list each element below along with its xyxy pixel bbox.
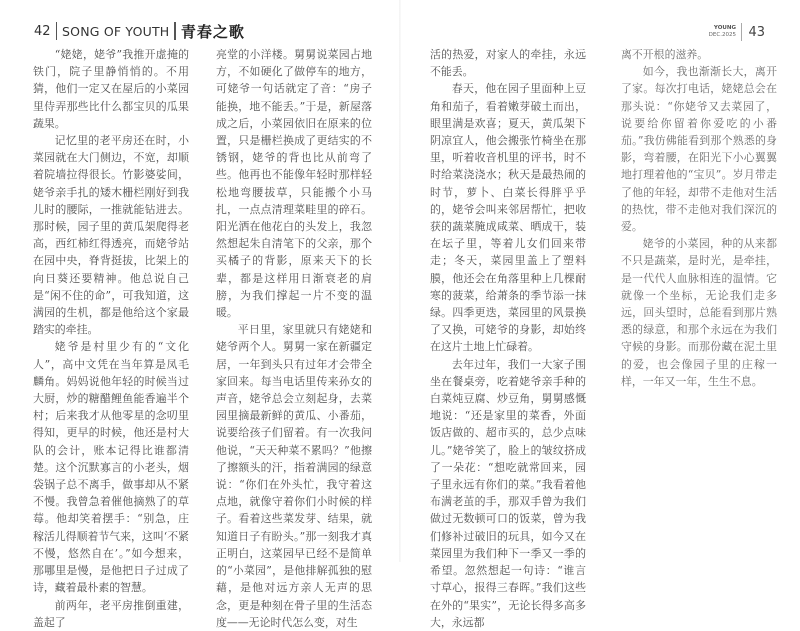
section-title-en: SONG OF YOUTH (62, 23, 170, 39)
paragraph-continued: 亮堂的小洋楼。舅舅说菜园占地方，不如硬化了做停车的地方，可姥爷一句话就定了音：“房子能换，地不能丢。”于是，新屋落成之后，小菜园依旧在原来的位置，只是栅栏换成了更结实的不锈钢，姥爷的背也比从前弯了些。他再也不能像年轻时那样轻松地弯腰拔草，只能搬个小马扎，一点点清理菜畦里的碎石。阳光洒在他花白的头发上，我忽然想起朱自清笔下的父亲，那个买橘子的背影，原来天下的长辈，都是这样用日渐衰老的肩膀，为我们撑起一片不变的温暖。 (216, 48, 372, 320)
page-gutter (399, 0, 401, 562)
text-column-1 (33, 46, 189, 631)
magazine-meta (709, 25, 736, 39)
paragraph: 春天，他在园子里面种上豆角和茄子，看着嫩芽破土而出，眼里满是欢喜；夏天，黄瓜架下阴凉宜人，他会搬张竹椅坐在那里，听着收音机里的评书，时不时给菜浇浇水；秋天是最热闹的时节，萝卜、白菜长得胖乎乎的，姥爷会叫来邻居帮忙，把收获的蔬菜腌成咸菜、晒成干，装在坛子里，等着儿女们回来带走；冬天，菜园里盖上了塑料膜，他还会在角落里种上几棵耐寒的菠菜，给萧条的季节添一抹绿。四季更迭，菜园里的风景换了又换，可姥爷的身影，却始终在这片土地上忙碌着。 (430, 82, 586, 354)
left-page-header (34, 21, 245, 41)
paragraph: 姥爷是村里少有的“文化人”，高中文凭在当年算是凤毛麟角。妈妈说他年轻的时候当过大厨，炒的糖醋鲤鱼能香遍半个村；后来我才从他零星的念叨里得知，更早的时候，他还是村大队的会计，账本记得比谁都清楚。这个沉默寡言的小老头，烟袋锅子总不离手，做事却从不紧不慢。我曾急着催他摘熟了的草莓。他却笑着摆手：“别急，庄稼活儿得顺着节气来，这叫‘不紧不慢，悠然自在’。”如今想来，那哪里是慢，是他把日子过成了诗，藏着最朴素的智慧。 (33, 340, 189, 595)
paragraph: “姥姥，姥爷”我推开虚掩的铁门，院子里静悄悄的。不用猜，他们一定又在屋后的小菜园里侍弄那些比什么都宝贝的瓜果蔬果。 (33, 48, 189, 130)
paragraph: 平日里，家里就只有姥姥和姥爷两个人。舅舅一家在新疆定居，一年到头只有过年才会带全家回来。每当电话里传来孙女的声音，姥爷总会立刻起身，去菜园里摘最新鲜的黄瓜、小番茄，说要给孩子们留着。有一次我问他说，“天天种菜不累吗？”他擦了擦额头的汗，指着满园的绿意说：“你们在外头忙，我守着这点地，就像守着你们小时候的样子。看着这些菜发芽、结果，就知道日子有盼头。”那一刻我才真正明白，这菜园早已经不是简单的“小菜园”，是他排解孤独的慰藉，是他对远方亲人无声的思念，更是种刻在骨子里的生活态度——无论时代怎么变，对生 (216, 323, 372, 629)
text-column-3 (430, 46, 586, 631)
page-number-right: 43 (748, 24, 765, 40)
paragraph: 记忆里的老平房还在时，小菜园就在大门侧边，不宽，却顺着院墙拉得很长。竹影婆娑间，姥爷亲手扎的矮木栅栏刚好到我儿时的腰际，一推就能钻进去。那时候，园子里的黄瓜架爬得老高，西红柿红得透亮，而姥爷站在园中央，脊背挺拔，比架上的向日葵还要精神。他总说自己是“闲不住的命”，可我知道，这满园的生机，都是他给这个家最踏实的牵挂。 (33, 134, 189, 337)
issue-date: DEC.2025 (708, 32, 736, 38)
text-column-4 (621, 46, 777, 390)
paragraph: 前两年，老平房推倒重建，盖起了 (33, 598, 189, 629)
paragraph-continued: 离不开根的滋养。 (621, 48, 709, 61)
paragraph: 姥爷的小菜园，种的从来都不只是蔬菜，是时光，是牵挂，是一代代人血脉相连的温情。它就像一个坐标，无论我们走多远，回头望时，总能看到那片熟悉的绿意，和那个永远在为我们守候的身影。而那份藏在泥土里的爱，也会像园子里的庄稼一样，一年又一年，生生不息。 (621, 237, 777, 388)
magazine-name: YOUNG (713, 25, 736, 31)
page-number-left: 42 (34, 23, 51, 39)
header-divider (174, 22, 176, 40)
text-column-2 (216, 46, 372, 631)
section-title-zh: 青春之歌 (180, 22, 245, 41)
right-page-header (709, 22, 765, 42)
paragraph: 去年过年，我们一大家子围坐在餐桌旁，吃着姥爷亲手种的白菜炖豆腐、炒豆角，舅舅感慨地说：“还是家里的菜香，外面饭店做的、超市买的，总少点味儿。”姥爷笑了，脸上的皱纹挤成了一朵花：“想吃就常回来，园子里永远有你们的菜。”我看着他布满老茧的手，那双手曾为我们做过无数顿可口的饭菜，曾为我们修补过破旧的玩具，如今又在菜园里为我们种下一季又一季的希望。忽然想起一句诗：“谁言寸草心，报得三春晖。”我们这些在外的“果实”，无论长得多高多大，永远都 (430, 357, 586, 629)
paragraph: 如今，我也渐渐长大，离开了家。每次打电话，姥姥总会在那头说：“你姥爷又去菜园了，说要给你留着你爱吃的小番茄。”我仿佛能看到那个熟悉的身影，弯着腰，在阳光下小心翼翼地打理着他的“宝贝”。岁月带走了他的年轻，却带不走他对生活的热忱，带不走他对我们深沉的爱。 (621, 65, 777, 234)
header-divider (56, 22, 58, 40)
header-divider (741, 23, 743, 41)
paragraph-continued: 活的热爱，对家人的牵挂，永远不能丢。 (430, 48, 586, 79)
